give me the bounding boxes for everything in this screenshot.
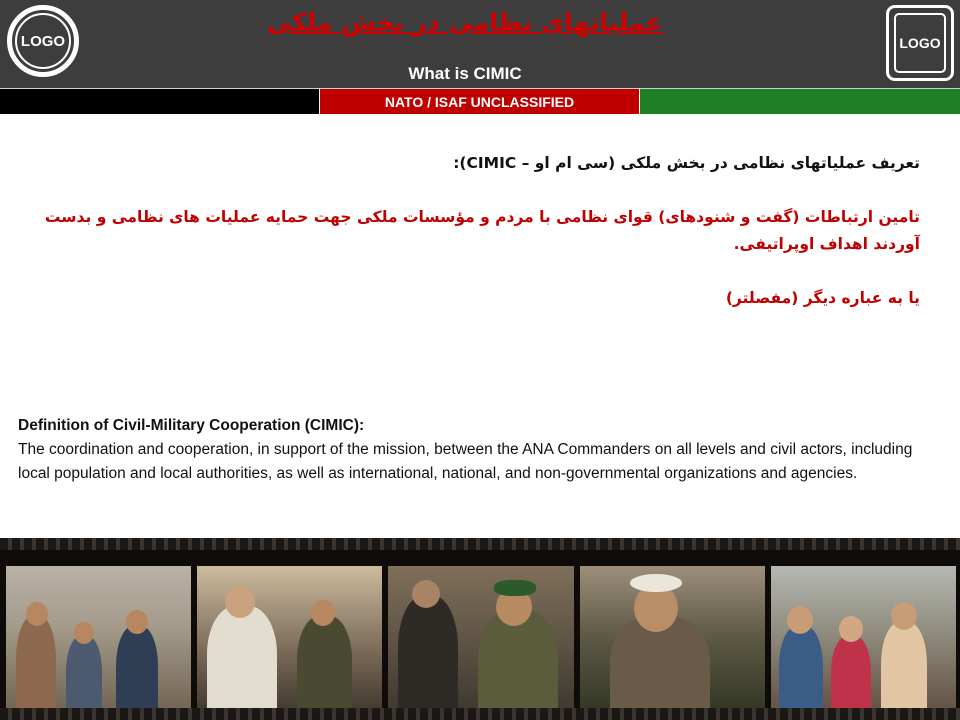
english-definition bbox=[18, 414, 928, 486]
flag-stripe-black bbox=[0, 89, 320, 114]
slide-title-farsi: عملیاتهای نظامی در بخش ملکی bbox=[266, 8, 664, 37]
logo-right bbox=[886, 5, 954, 81]
slide-subtitle: What is CIMIC bbox=[408, 64, 522, 83]
photo-soldier-elder bbox=[388, 566, 573, 720]
photo-elder-smiling bbox=[580, 566, 765, 720]
photo-villagers bbox=[6, 566, 191, 720]
farsi-heading: تعریف عملیاتهای نظامی در بخش ملکی (سی ام او – CIMIC): bbox=[453, 154, 920, 172]
classification-label: NATO / ISAF UNCLASSIFIED bbox=[320, 89, 640, 114]
photo-row bbox=[6, 566, 956, 720]
farsi-alt-definition: یا به عباره دیگر (مفصلتر) bbox=[725, 289, 920, 307]
photo-elder-meeting bbox=[197, 566, 382, 720]
classification-bar bbox=[0, 88, 960, 114]
photo-children bbox=[771, 566, 956, 720]
english-body: The coordination and cooperation, in support of the mission, between the ANA Commanders on all levels and civil actors, including local population and local authorities, as well as international, national, and non-governmental organizations and agencies. bbox=[18, 441, 913, 482]
flag-stripe-green bbox=[640, 89, 960, 114]
farsi-definition bbox=[30, 150, 920, 312]
photo-strip bbox=[0, 538, 960, 720]
film-edge-bottom bbox=[0, 708, 960, 720]
slide-header bbox=[0, 0, 960, 88]
logo-right-text: LOGO bbox=[894, 13, 946, 73]
film-edge-top bbox=[0, 538, 960, 550]
farsi-definition-text: تامین ارتباطات (گفت و شنودهای) قوای نظامی با مردم و مؤسسات ملکی جهت حمایه عملیات های نظامی و بدست آوردند اهداف اوپراتیفی. bbox=[44, 208, 920, 253]
logo-left-text: LOGO bbox=[15, 13, 71, 69]
english-heading: Definition of Civil-Military Cooperation (CIMIC): bbox=[18, 417, 365, 434]
logo-left bbox=[7, 5, 79, 77]
